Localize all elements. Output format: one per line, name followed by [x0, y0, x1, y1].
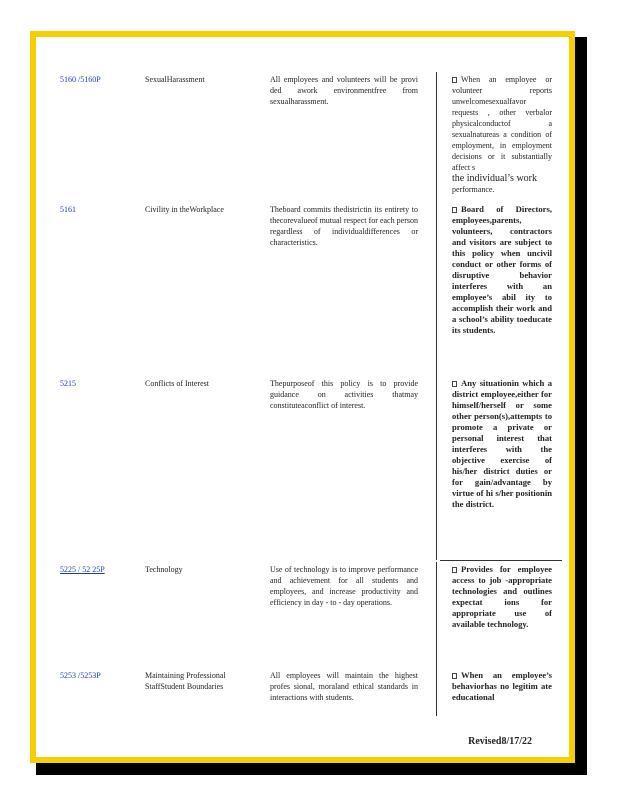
policy-example	[452, 564, 552, 630]
column-divider	[436, 72, 437, 560]
policy-title: Conflicts of Interest	[145, 379, 209, 388]
policy-example	[452, 378, 552, 510]
policy-example	[452, 670, 552, 703]
policy-example	[452, 204, 552, 336]
example-text: Board of Directors, employees,parents, volunteers, contractors and visitors are subject to this policy when uncivil conduct or other forms of disruptive behavior interferes with an employee’s abil ity to accomplish their work and a school’s ability toeducate its students.	[452, 204, 552, 335]
bullet-icon	[452, 567, 457, 573]
policy-example	[452, 74, 552, 195]
policy-code: 5161	[60, 205, 76, 214]
policy-title: Technology	[145, 565, 183, 574]
example-text: When an employee or volunteer reports unwelcomesexualfavor requests , other verbalor physicalconductof a sexualnatureas a condition of employment, in employment decisions or it substantially affect s	[452, 75, 552, 172]
example-text: Any situationin which a district employee,either for himself/herself or some other person(s),attempts to promote a private or personal interest that interferes with the objective exercise of his/her district duties or for gain/advantage by virtue of hi s/her positionin the district.	[452, 378, 552, 509]
policy-description: Thepurposeof this policy is to provide guidance on activities thatmay constituteaconflict of interest.	[270, 379, 418, 410]
policy-description: All employees will maintain the highest profes sional, moraland ethical standards in interactions with students.	[270, 671, 418, 702]
policy-description: Use of technology is to improve performance and achievement for all students and employees, and increase productivity and efficiency in day - to - day operations.	[270, 565, 418, 607]
row-divider	[440, 560, 562, 561]
policy-code: 5215	[60, 379, 76, 388]
example-text-tail: the individual’s work	[452, 173, 537, 184]
revision-date: Revised8/17/22	[468, 736, 532, 747]
example-text-end: performance.	[452, 185, 495, 194]
policy-description: Theboard commits thedistrictin its entirety to thecorevalueof mutual respect for each person regardless of individualdifferences or characteristics.	[270, 205, 418, 247]
policy-description: All employees and volunteers will be provi ded awork environmentfree from sexualharassment.	[270, 75, 418, 106]
bullet-icon	[452, 381, 457, 387]
column-divider	[436, 562, 437, 716]
policy-code: 5253 /5253P	[60, 671, 101, 680]
example-text: When an employee’s behaviorhas no legitim ate educational	[452, 670, 552, 702]
policy-title: Maintaining Professional StaffStudent Boundaries	[145, 671, 226, 691]
policy-title: Civility in theWorkplace	[145, 205, 224, 214]
bullet-icon	[452, 207, 457, 213]
bullet-icon	[452, 673, 457, 679]
example-text: Provides for employee access to job -appropriate technologies and outlines expectat ions for appropriate use of available technology.	[452, 564, 552, 629]
policy-code-link[interactable]: 5225 / 52 25P	[60, 565, 105, 574]
policy-title: SexualHarassment	[145, 75, 205, 84]
bullet-icon	[452, 77, 457, 83]
policy-code: 5160 /5160P	[60, 75, 101, 84]
